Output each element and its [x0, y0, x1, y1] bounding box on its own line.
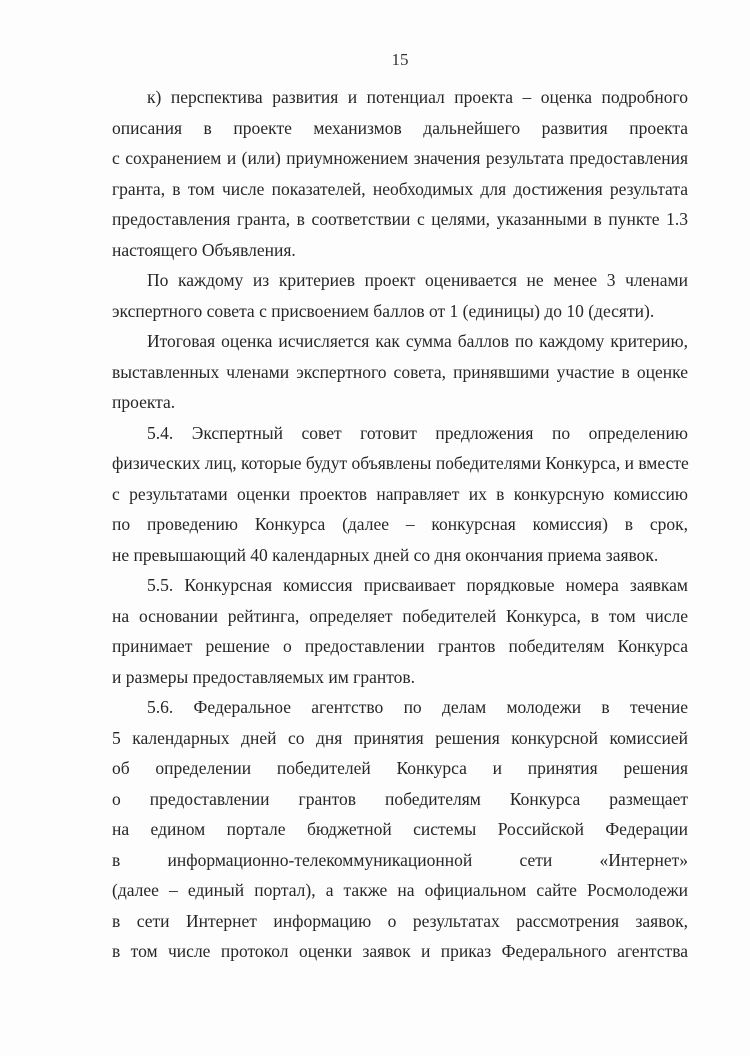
text-line: к) перспектива развития и потенциал проекта – оценка подробного: [147, 87, 688, 107]
text-line: описания в проекте механизмов дальнейшего развития проекта: [112, 117, 688, 138]
text-line: по проведению Конкурса (далее – конкурсная комиссия) в срок,: [112, 514, 688, 534]
text-line: 5 календарных дней со дня принятия решения конкурсной комиссией: [112, 727, 688, 748]
text-line: настоящего Объявления.: [112, 239, 296, 260]
text-line: предоставления гранта, в соответствии с целями, указанными в пункте 1.3: [112, 209, 688, 229]
text-line: в том числе протокол оценки заявок и приказ Федерального агентства: [112, 941, 688, 961]
text-line: с результатами оценки проектов направляет их в конкурсную комиссию: [112, 483, 688, 504]
text-line: физических лиц, которые будут объявлены победителями Конкурса, и вместе: [112, 453, 689, 473]
text-line: проекта.: [112, 392, 176, 412]
text-line: с сохранением и (или) приумножением значения результата предоставления: [112, 148, 688, 168]
text-line: о предоставлении грантов победителям Конкурса размещает: [112, 788, 688, 809]
text-line: в информационно-телекоммуникационной сети «Интернет»: [112, 849, 688, 870]
text-line: 5.6. Федеральное агентство по делам молодежи в течение: [147, 697, 688, 717]
text-line: об определении победителей Конкурса и принятия решения: [112, 758, 688, 778]
text-line: 5.5. Конкурсная комиссия присваивает порядковые номера заявкам: [147, 575, 688, 595]
text-line: Итоговая оценка исчисляется как сумма баллов по каждому критерию,: [147, 331, 688, 351]
text-line: не превышающий 40 календарных дней со дня окончания приема заявок.: [112, 544, 659, 565]
text-line: 5.4. Экспертный совет готовит предложения по определению: [147, 422, 688, 443]
text-line: По каждому из критериев проект оценивается не менее 3 членами: [147, 270, 688, 290]
document-body: [112, 82, 688, 967]
text-line: и размеры предоставляемых им грантов.: [112, 666, 416, 687]
text-line: гранта, в том числе показателей, необходимых для достижения результата: [112, 178, 688, 199]
text-line: на основании рейтинга, определяет победителей Конкурса, в том числе: [112, 605, 688, 626]
text-line: выставленных членами экспертного совета, принявшими участие в оценке: [112, 361, 688, 382]
text-line: принимает решение о предоставлении грантов победителям Конкурса: [112, 636, 688, 656]
text-line: экспертного совета с присвоением баллов от 1 (единицы) до 10 (десяти).: [112, 300, 655, 321]
text-line: на едином портале бюджетной системы Российской Федерации: [112, 819, 688, 839]
text-line: (далее – единый портал), а также на официальном сайте Росмолодежи: [112, 880, 688, 900]
text-line: в сети Интернет информацию о результатах рассмотрения заявок,: [112, 910, 688, 931]
page-number: 15: [391, 50, 409, 69]
